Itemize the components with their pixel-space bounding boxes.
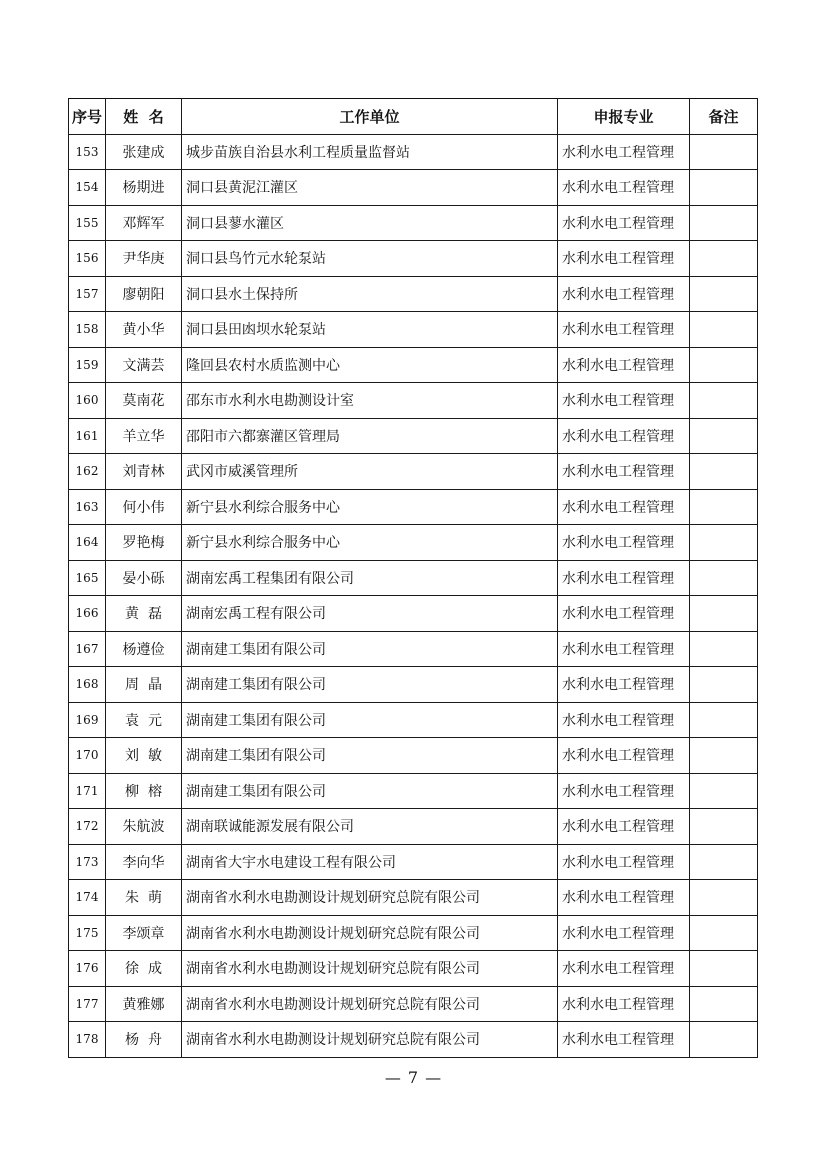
table-row	[69, 205, 758, 241]
header-remark: 备注	[690, 99, 758, 135]
cell-unit: 新宁县水利综合服务中心	[182, 525, 558, 561]
cell-remark	[690, 702, 758, 738]
cell-specialty: 水利水电工程管理	[558, 596, 690, 632]
cell-seq: 156	[69, 241, 106, 277]
cell-seq: 174	[69, 880, 106, 916]
cell-remark	[690, 596, 758, 632]
cell-unit: 湖南省水利水电勘测设计规划研究总院有限公司	[182, 951, 558, 987]
cell-name: 莫南花	[106, 383, 182, 419]
cell-remark	[690, 134, 758, 170]
cell-name: 罗艳梅	[106, 525, 182, 561]
cell-unit: 湖南建工集团有限公司	[182, 773, 558, 809]
header-row	[69, 99, 758, 135]
table-body	[69, 134, 758, 1057]
table-header	[69, 99, 758, 135]
cell-seq: 163	[69, 489, 106, 525]
cell-name: 尹华庚	[106, 241, 182, 277]
cell-name: 张建成	[106, 134, 182, 170]
cell-specialty: 水利水电工程管理	[558, 560, 690, 596]
cell-name: 朱航波	[106, 809, 182, 845]
cell-name: 周 晶	[106, 667, 182, 703]
table-row	[69, 560, 758, 596]
cell-specialty: 水利水电工程管理	[558, 134, 690, 170]
cell-specialty: 水利水电工程管理	[558, 915, 690, 951]
cell-name: 文满芸	[106, 347, 182, 383]
cell-seq: 177	[69, 986, 106, 1022]
cell-seq: 176	[69, 951, 106, 987]
cell-remark	[690, 276, 758, 312]
table-row	[69, 170, 758, 206]
cell-name: 刘 敏	[106, 738, 182, 774]
cell-specialty: 水利水电工程管理	[558, 880, 690, 916]
cell-unit: 湖南建工集团有限公司	[182, 631, 558, 667]
roster-table	[68, 98, 758, 1058]
cell-remark	[690, 809, 758, 845]
cell-remark	[690, 631, 758, 667]
cell-unit: 洞口县水土保持所	[182, 276, 558, 312]
cell-name: 袁 元	[106, 702, 182, 738]
cell-unit: 湖南省大宇水电建设工程有限公司	[182, 844, 558, 880]
cell-remark	[690, 383, 758, 419]
table-row	[69, 809, 758, 845]
cell-specialty: 水利水电工程管理	[558, 525, 690, 561]
cell-remark	[690, 205, 758, 241]
table-row	[69, 241, 758, 277]
cell-specialty: 水利水电工程管理	[558, 276, 690, 312]
cell-unit: 湖南建工集团有限公司	[182, 667, 558, 703]
cell-unit: 湖南联诚能源发展有限公司	[182, 809, 558, 845]
cell-seq: 175	[69, 915, 106, 951]
table-row	[69, 1022, 758, 1058]
cell-seq: 164	[69, 525, 106, 561]
cell-specialty: 水利水电工程管理	[558, 702, 690, 738]
cell-remark	[690, 773, 758, 809]
table-row	[69, 738, 758, 774]
cell-remark	[690, 560, 758, 596]
cell-seq: 165	[69, 560, 106, 596]
cell-name: 晏小砾	[106, 560, 182, 596]
cell-name: 黄雅娜	[106, 986, 182, 1022]
cell-unit: 邵阳市六都寨灌区管理局	[182, 418, 558, 454]
cell-seq: 171	[69, 773, 106, 809]
cell-unit: 湖南省水利水电勘测设计规划研究总院有限公司	[182, 1022, 558, 1058]
cell-remark	[690, 489, 758, 525]
cell-unit: 湖南宏禹工程有限公司	[182, 596, 558, 632]
cell-unit: 洞口县鸟竹元水轮泵站	[182, 241, 558, 277]
cell-unit: 湖南省水利水电勘测设计规划研究总院有限公司	[182, 915, 558, 951]
cell-specialty: 水利水电工程管理	[558, 170, 690, 206]
page-number: — 7 —	[384, 1068, 443, 1087]
cell-unit: 洞口县蓼水灌区	[182, 205, 558, 241]
cell-unit: 隆回县农村水质监测中心	[182, 347, 558, 383]
cell-seq: 157	[69, 276, 106, 312]
cell-unit: 新宁县水利综合服务中心	[182, 489, 558, 525]
cell-seq: 169	[69, 702, 106, 738]
cell-specialty: 水利水电工程管理	[558, 1022, 690, 1058]
cell-name: 徐 成	[106, 951, 182, 987]
cell-seq: 170	[69, 738, 106, 774]
table-row	[69, 631, 758, 667]
cell-unit: 湖南省水利水电勘测设计规划研究总院有限公司	[182, 880, 558, 916]
cell-name: 羊立华	[106, 418, 182, 454]
cell-seq: 158	[69, 312, 106, 348]
cell-unit: 湖南省水利水电勘测设计规划研究总院有限公司	[182, 986, 558, 1022]
cell-unit: 湖南宏禹工程集团有限公司	[182, 560, 558, 596]
cell-unit: 洞口县黄泥江灌区	[182, 170, 558, 206]
cell-seq: 173	[69, 844, 106, 880]
cell-remark	[690, 667, 758, 703]
cell-unit: 邵东市水利水电勘测设计室	[182, 383, 558, 419]
cell-specialty: 水利水电工程管理	[558, 951, 690, 987]
cell-seq: 162	[69, 454, 106, 490]
cell-specialty: 水利水电工程管理	[558, 844, 690, 880]
cell-seq: 154	[69, 170, 106, 206]
cell-name: 李向华	[106, 844, 182, 880]
table-row	[69, 454, 758, 490]
table-row	[69, 418, 758, 454]
cell-remark	[690, 1022, 758, 1058]
cell-name: 邓辉军	[106, 205, 182, 241]
cell-seq: 155	[69, 205, 106, 241]
cell-specialty: 水利水电工程管理	[558, 347, 690, 383]
cell-name: 黄小华	[106, 312, 182, 348]
cell-specialty: 水利水电工程管理	[558, 312, 690, 348]
cell-remark	[690, 844, 758, 880]
cell-name: 刘青林	[106, 454, 182, 490]
table-row	[69, 915, 758, 951]
table-row	[69, 383, 758, 419]
cell-remark	[690, 312, 758, 348]
header-unit: 工作单位	[182, 99, 558, 135]
cell-name: 杨 舟	[106, 1022, 182, 1058]
cell-remark	[690, 738, 758, 774]
cell-remark	[690, 986, 758, 1022]
cell-specialty: 水利水电工程管理	[558, 809, 690, 845]
cell-unit: 湖南建工集团有限公司	[182, 702, 558, 738]
cell-unit: 洞口县田凼坝水轮泵站	[182, 312, 558, 348]
table-row	[69, 951, 758, 987]
cell-name: 廖朝阳	[106, 276, 182, 312]
cell-remark	[690, 170, 758, 206]
table-row	[69, 347, 758, 383]
cell-unit: 城步苗族自治县水利工程质量监督站	[182, 134, 558, 170]
table-row	[69, 525, 758, 561]
table-row	[69, 986, 758, 1022]
cell-specialty: 水利水电工程管理	[558, 418, 690, 454]
cell-specialty: 水利水电工程管理	[558, 986, 690, 1022]
table-row	[69, 844, 758, 880]
cell-name: 黄 磊	[106, 596, 182, 632]
cell-name: 李颂章	[106, 915, 182, 951]
cell-specialty: 水利水电工程管理	[558, 383, 690, 419]
table-row	[69, 596, 758, 632]
cell-name: 朱 萌	[106, 880, 182, 916]
table-row	[69, 134, 758, 170]
cell-seq: 172	[69, 809, 106, 845]
cell-seq: 167	[69, 631, 106, 667]
cell-seq: 159	[69, 347, 106, 383]
cell-specialty: 水利水电工程管理	[558, 241, 690, 277]
cell-remark	[690, 454, 758, 490]
table-row	[69, 667, 758, 703]
table-row	[69, 312, 758, 348]
cell-remark	[690, 241, 758, 277]
table-row	[69, 773, 758, 809]
cell-seq: 166	[69, 596, 106, 632]
cell-remark	[690, 347, 758, 383]
table-row	[69, 702, 758, 738]
cell-seq: 178	[69, 1022, 106, 1058]
table-row	[69, 276, 758, 312]
cell-remark	[690, 880, 758, 916]
cell-seq: 153	[69, 134, 106, 170]
cell-name: 何小伟	[106, 489, 182, 525]
cell-name: 杨期进	[106, 170, 182, 206]
cell-specialty: 水利水电工程管理	[558, 773, 690, 809]
cell-name: 杨遵俭	[106, 631, 182, 667]
table-row	[69, 489, 758, 525]
cell-seq: 161	[69, 418, 106, 454]
header-specialty: 申报专业	[558, 99, 690, 135]
cell-specialty: 水利水电工程管理	[558, 489, 690, 525]
cell-specialty: 水利水电工程管理	[558, 738, 690, 774]
header-seq: 序号	[69, 99, 106, 135]
cell-specialty: 水利水电工程管理	[558, 631, 690, 667]
table-row	[69, 880, 758, 916]
cell-specialty: 水利水电工程管理	[558, 667, 690, 703]
cell-unit: 湖南建工集团有限公司	[182, 738, 558, 774]
cell-unit: 武冈市威溪管理所	[182, 454, 558, 490]
cell-name: 柳 榕	[106, 773, 182, 809]
cell-seq: 160	[69, 383, 106, 419]
cell-specialty: 水利水电工程管理	[558, 205, 690, 241]
header-name: 姓 名	[106, 99, 182, 135]
cell-specialty: 水利水电工程管理	[558, 454, 690, 490]
cell-seq: 168	[69, 667, 106, 703]
cell-remark	[690, 915, 758, 951]
cell-remark	[690, 951, 758, 987]
cell-remark	[690, 418, 758, 454]
cell-remark	[690, 525, 758, 561]
